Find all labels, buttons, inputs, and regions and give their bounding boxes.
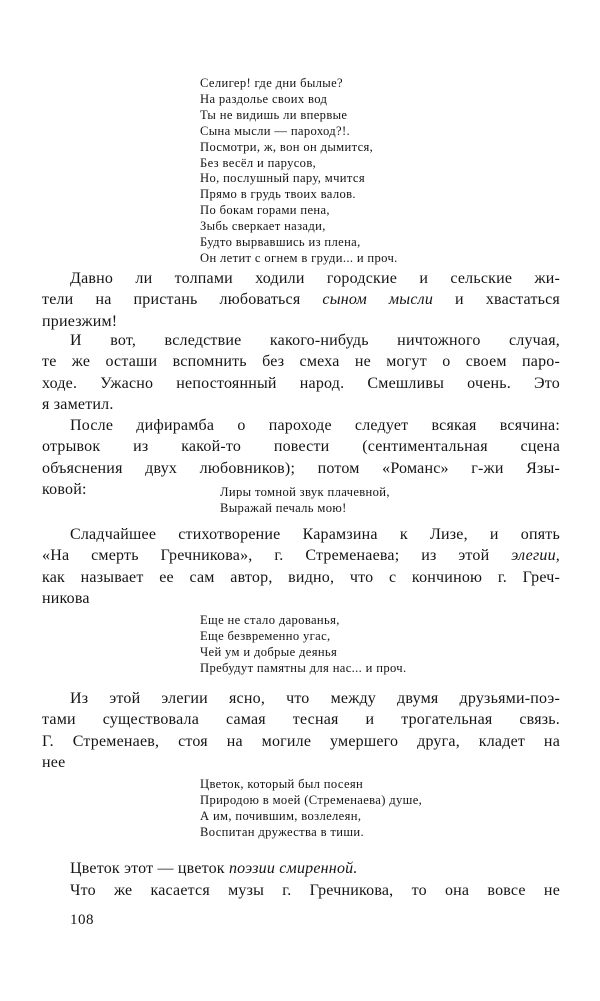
verse-seliger [200,76,398,267]
verse-line: Посмотри, ж, вон он дымится, [200,139,374,154]
text-line: никова [42,590,90,608]
verse-line: Цветок, который был посеян [200,777,364,791]
text-line: Давно ли толпами ходили городские и сельские жи- [70,270,560,287]
verse-elegy [200,613,407,677]
verse-line: Прямо в грудь твоих валов. [200,187,356,202]
paragraph-muse [42,880,560,901]
verse-flower [200,777,422,841]
text-line: Из этой элегии ясно, что между двумя друзьями-поэ- [70,690,560,707]
paragraph-flower-poetry [42,858,560,879]
verse-line: А им, почившим, возлелеян, [200,808,362,823]
text-line: После дифирамба о пароходе следует всякая всячина: [70,417,560,434]
text-line: отрывок из какой-то повести (сентиментальная сцена [42,438,560,456]
text-line: приезжим! [42,312,118,330]
verse-line: Зыбь сверкает назади, [200,219,326,234]
text-line: объяснения двух любовников); потом «Романс» г-жи Язы- [42,459,560,477]
verse-line: Сына мысли — пароход?!. [200,123,351,138]
text-run: и хвастаться [433,291,560,309]
verse-line: Природою в моей (Стременаева) душе, [200,792,423,807]
italic-phrase: сыном мысли [322,291,434,309]
verse-line: По бокам горами пена, [200,203,330,218]
verse-line: Выражай печаль мою! [220,500,347,515]
text-line: ходе. Ужасно непостоянный народ. Смешливы очень. Это [42,374,560,392]
verse-line: Воспитан дружества в тиши. [200,824,364,839]
italic-word: элегии, [511,547,560,565]
verse-line: Будто вырвавшись из плена, [200,235,361,250]
verse-line: Еще не стало дарованья, [200,613,340,627]
text-line [42,858,560,879]
text-line [42,545,560,566]
text-line: те же осташи вспомнить без смеха не могут о своем паро- [42,353,560,371]
verse-line: Лиры томной звук плачевной, [220,485,390,499]
paragraph-crowds [42,268,560,332]
text-line: ковой: [42,481,87,499]
text-line: И вот, вследствие какого-нибудь ничтожного случая, [70,332,560,349]
text-line: Что же касается музы г. Гречникова, то она вовсе не [70,882,560,899]
text-run: Цветок этот — цветок [70,860,229,877]
text-line: я заметил. [42,396,114,414]
text-line: Г. Стременаев, стоя на могиле умершего друга, кладет на [42,732,560,750]
page-number: 108 [70,912,94,928]
verse-line: Но, послушный пару, мчится [200,171,365,186]
text-run: тели на пристань любоваться [42,291,323,309]
italic-phrase: поэзии смиренной. [228,860,358,877]
verse-line: На раздолье своих вод [200,91,328,106]
verse-line: Еще безвременно угас, [200,628,331,643]
text-line: нее [42,754,66,772]
verse-line: Селигер! где дни былые? [200,76,343,90]
paragraph-friends [42,688,560,774]
text-line: тами существовала самая тесная и трогательная связь. [42,711,560,729]
verse-line: Ты не видишь ли впервые [200,107,348,122]
verse-line: Пребудут памятны для нас... и проч. [200,660,407,675]
text-line: как называет ее сам автор, видно, что с кончиною г. Греч- [42,568,560,586]
text-run: «На смерть Гречникова», г. Стременаева; из этой [42,547,512,565]
verse-line: Без весёл и парусов, [200,155,317,170]
verse-line: Чей ум и добрые деянья [200,644,338,659]
text-line: Сладчайшее стихотворение Карамзина к Лизе, и опять [70,526,560,543]
paragraph-steamer-joke [42,330,560,416]
paragraph-karamzin [42,524,560,610]
text-line [42,289,560,310]
verse-line: Он летит с огнем в груди... и проч. [200,250,398,265]
verse-romance [220,485,390,517]
